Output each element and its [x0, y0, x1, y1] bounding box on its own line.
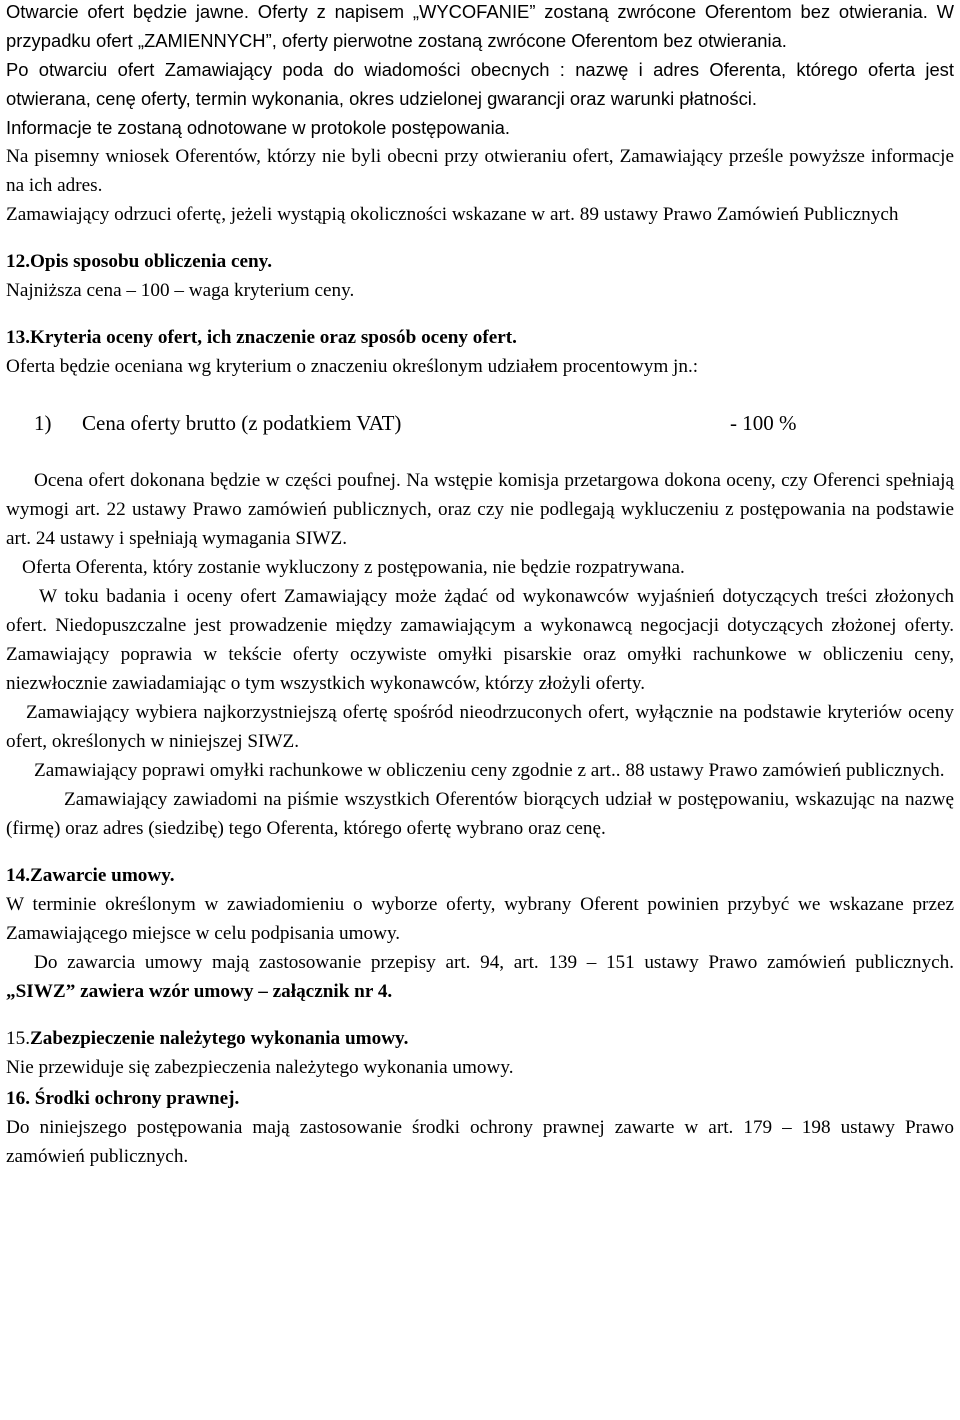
section-14-paragraph-term: W terminie określonym w zawiadomieniu o wyborze oferty, wybrany Oferent powinien przybyć we wskazane przez Zamawiającego miejsce w celu podpisania umowy.	[6, 894, 954, 944]
section-13-paragraph-notification: Zamawiający zawiadomi na piśmie wszystkich Oferentów biorących udział w postępowaniu, wskazując na nazwę (firmę) oraz adres (siedzibę) tego Oferenta, którego ofertę wybrano oraz cenę.	[6, 789, 954, 839]
section-13-paragraph-clarifications: W toku badania i oceny ofert Zamawiający może żądać od wykonawców wyjaśnień dotyczących treści złożonych ofert. Niedopuszczalne jest prowadzenie między zamawiającym a wykonawcą negocjacji dotyczących złożonej oferty. Zamawiający poprawia w tekście oferty oczywiste omyłki pisarskie oraz omyłki rachunkowe w obliczeniu ceny, niezwłocznie zawiadamiając o tym wszystkich wykonawców, którzy złożyli oferty.	[6, 586, 954, 694]
paragraph-rejection: Zamawiający odrzuci ofertę, jeżeli wystąpią okoliczności wskazane w art. 89 ustawy Prawo Zamówień Publicznych	[6, 204, 899, 225]
paragraph-written-request: Na pisemny wniosek Oferentów, którzy nie byli obecni przy otwieraniu ofert, Zamawiający prześle powyższe informacje na ich adres.	[6, 146, 954, 196]
section-12-text: Najniższa cena – 100 – waga kryterium ceny.	[6, 280, 355, 301]
section-14-paragraph-provisions	[6, 948, 954, 1006]
section-15-text: Nie przewiduje się zabezpieczenia należytego wykonania umowy.	[6, 1057, 514, 1078]
section-15-number: 15.	[6, 1028, 30, 1049]
section-16-heading: 16. Środki ochrony prawnej.	[6, 1088, 240, 1109]
section-14-heading: 14.Zawarcie umowy.	[6, 865, 175, 886]
section-13-paragraph-corrections: Zamawiający poprawi omyłki rachunkowe w obliczeniu ceny zgodnie z art.. 88 ustawy Prawo zamówień publicznych.	[34, 760, 945, 781]
section-15-heading	[6, 1024, 954, 1053]
criterion-number: 1)	[34, 411, 52, 435]
section-13-paragraph-best-offer: Zamawiający wybiera najkorzystniejszą ofertę spośród nieodrzuconych ofert, wyłącznie na podstawie kryteriów oceny ofert, określonych w niniejszej SIWZ.	[6, 702, 954, 752]
section-14-provisions-text: Do zawarcia umowy mają zastosowanie przepisy art. 94, art. 139 – 151 ustawy Prawo zamówień publicznych.	[34, 952, 954, 973]
paragraph-opening-public: Otwarcie ofert będzie jawne. Oferty z napisem „WYCOFANIE” zostaną zwrócone Oferentom bez otwierania. W przypadku ofert „ZAMIENNYCH”, oferty pierwotne zostaną zwrócone Oferentom bez otwierania.	[6, 1, 954, 51]
section-13-paragraph-confidential: Ocena ofert dokonana będzie w części poufnej. Na wstępie komisja przetargowa dokona oceny, czy Oferenci spełniają wymogi art. 22 ustawy Prawo zamówień publicznych, oraz czy nie podlegają wykluczeniu z postępowania na podstawie art. 24 ustawy i spełniają wymagania SIWZ.	[6, 470, 954, 549]
criterion-label: Cena oferty brutto (z podatkiem VAT)	[82, 411, 402, 435]
criterion-row	[6, 408, 954, 438]
criterion-weight: - 100 %	[730, 411, 797, 435]
section-12-heading: 12.Opis sposobu obliczenia ceny.	[6, 251, 273, 272]
section-15-title: Zabezpieczenie należytego wykonania umowy.	[29, 1028, 409, 1049]
section-16-text: Do niniejszego postępowania mają zastosowanie środki ochrony prawnej zawarte w art. 179 – 198 ustawy Prawo zamówień publicznych.	[6, 1117, 954, 1167]
section-13-heading: 13.Kryteria oceny ofert, ich znaczenie oraz sposób oceny ofert.	[6, 327, 517, 348]
section-13-intro: Oferta będzie oceniana wg kryterium o znaczeniu określonym udziałem procentowym jn.:	[6, 356, 699, 377]
section-14-contract-template-note: „SIWZ” zawiera wzór umowy – załącznik nr 4.	[6, 981, 393, 1002]
paragraph-protocol-note: Informacje te zostaną odnotowane w protokole postępowania.	[6, 117, 511, 138]
section-13-paragraph-excluded: Oferta Oferenta, który zostanie wykluczony z postępowania, nie będzie rozpatrywana.	[22, 557, 685, 578]
paragraph-after-opening: Po otwarciu ofert Zamawiający poda do wiadomości obecnych : nazwę i adres Oferenta, którego oferta jest otwierana, cenę oferty, termin wykonania, okres udzielonej gwarancji oraz warunki płatności.	[6, 59, 954, 109]
